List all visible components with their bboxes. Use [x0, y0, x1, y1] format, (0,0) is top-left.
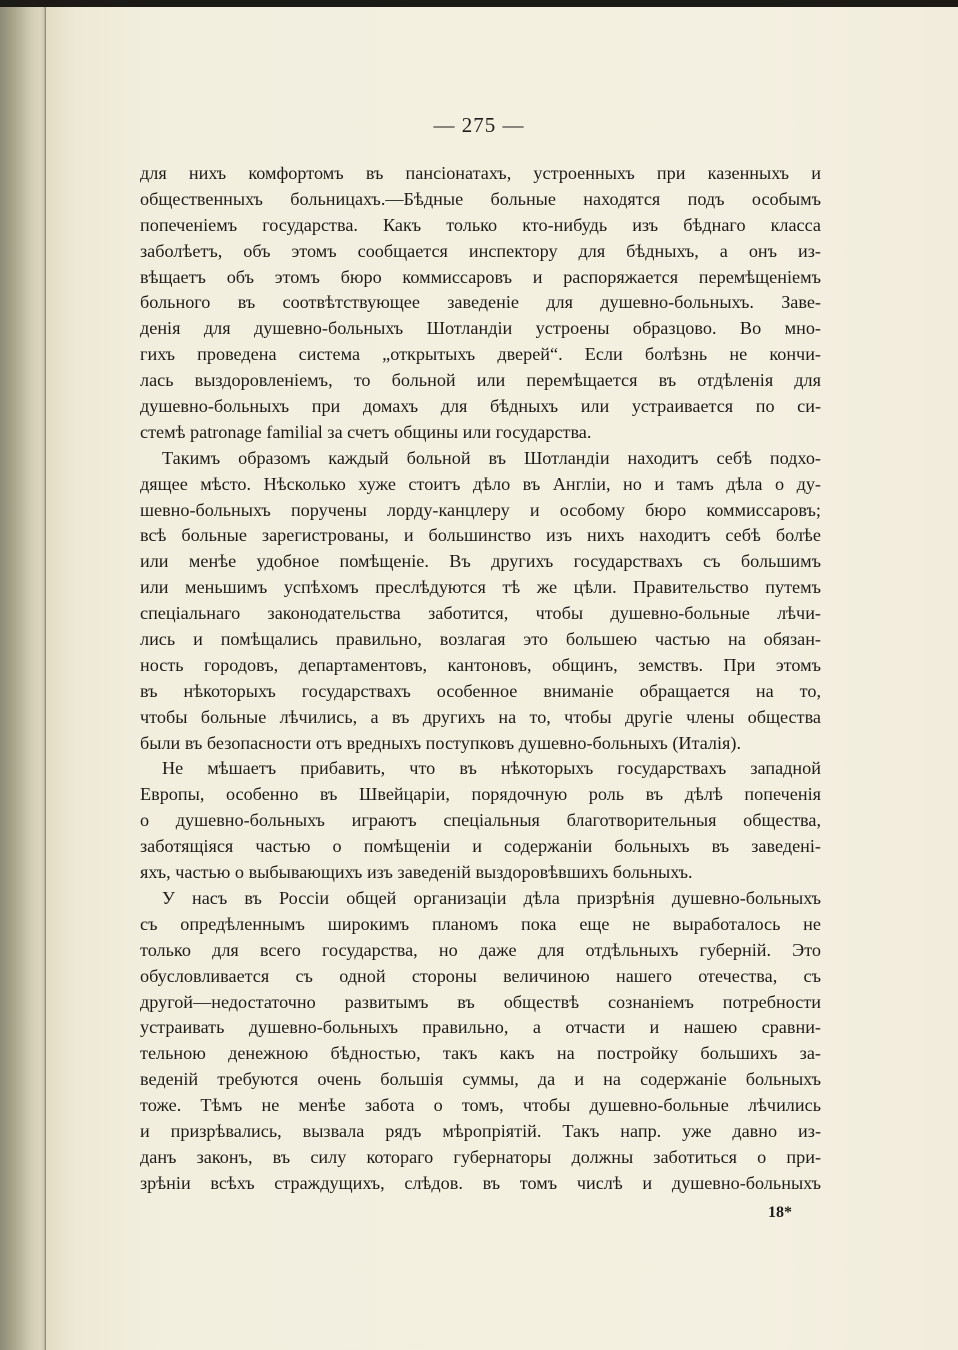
text-line: или менѣе удобное помѣщеніе. Въ другихъ государствахъ съ большимъ	[140, 551, 821, 572]
signature-mark: 18*	[768, 1204, 792, 1221]
text-line: были въ безопасности отъ вредныхъ поступковъ душевно-больныхъ (Италія).	[140, 732, 742, 753]
text-line: попеченіемъ государства. Какъ только кто-нибудь изъ бѣднаго класса	[140, 214, 821, 235]
text-line: яхъ, частью о выбывающихъ изъ заведеній выздоровѣвшихъ больныхъ.	[140, 862, 693, 883]
body-text	[140, 161, 821, 1197]
text-line: съ опредѣленнымъ широкимъ планомъ пока еще не выработалось не	[140, 913, 821, 934]
text-line: и призрѣвались, вызвала рядъ мѣропріятій. Такъ напр. уже давно из-	[140, 1120, 821, 1141]
text-line: или меньшимъ успѣхомъ преслѣдуются тѣ же цѣли. Правительство путемъ	[140, 577, 821, 598]
text-line: о душевно-больныхъ играютъ спеціальныя благотворительныя общества,	[140, 810, 821, 831]
text-line: вѣщаетъ объ этомъ бюро коммиссаровъ и распоряжается перемѣщеніемъ	[140, 266, 821, 287]
text-line: лись и помѣщались правильно, возлагая это большею частью на обязан-	[140, 629, 821, 650]
text-line: заботящіяся частью о помѣщеніи и содержаніи больныхъ въ заведені-	[140, 836, 821, 857]
text-line: только для всего государства, но даже для отдѣльныхъ губерній. Это	[140, 939, 821, 960]
text-line: тоже. Тѣмъ не менѣе забота о томъ, чтобы душевно-больные лѣчились	[140, 1095, 821, 1116]
scan-top-edge	[0, 0, 958, 7]
text-line: спеціальнаго законодательства заботится, чтобы душевно-больные лѣчи-	[140, 603, 821, 624]
text-line: для нихъ комфортомъ въ пансіонатахъ, устроенныхъ при казенныхъ и	[140, 163, 821, 183]
text-line: тельною денежною бѣдностью, такъ какъ на постройку большихъ за-	[140, 1043, 821, 1064]
text-line: другой—недостаточно развитымъ въ обществѣ сознаніемъ потребности	[140, 991, 821, 1012]
text-line: дящее мѣсто. Нѣсколько хуже стоитъ дѣло въ Англіи, но и тамъ дѣла о ду-	[140, 473, 821, 494]
book-gutter	[0, 7, 46, 1350]
text-line: заболѣетъ, объ этомъ сообщается инспектору для бѣдныхъ, а онъ из-	[140, 240, 821, 261]
text-line: устраивать душевно-больныхъ правильно, а отчасти и нашею сравни-	[140, 1017, 821, 1038]
text-line: Европы, особенно въ Швейцаріи, порядочную роль въ дѣлѣ попеченія	[140, 784, 821, 805]
text-line: веденій требуются очень большія суммы, да и на содержаніе больныхъ	[140, 1069, 821, 1090]
text-line: общественныхъ больницахъ.—Бѣдные больные находятся подъ особымъ	[140, 188, 821, 209]
text-line: зрѣніи всѣхъ страждущихъ, слѣдов. въ томъ числѣ и душевно-больныхъ	[140, 1172, 821, 1193]
text-line: душевно-больныхъ при домахъ для бѣдныхъ или устраивается по си-	[140, 396, 821, 417]
text-line: въ нѣкоторыхъ государствахъ особенное вниманіе обращается на то,	[140, 680, 821, 701]
text-line: денія для душевно-больныхъ Шотландіи устроены образцово. Во мно-	[140, 318, 821, 339]
text-line: чтобы больные лѣчились, а въ другихъ на то, чтобы другіе члены общества	[140, 706, 821, 727]
text-line: гихъ проведена система „открытыхъ дверей“. Если болѣзнь не кончи-	[140, 344, 821, 365]
text-line: стемѣ patronage familial за счетъ общины или государства.	[140, 421, 592, 442]
text-line: шевно-больныхъ поручены лорду-канцлеру и особому бюро коммиссаровъ;	[140, 499, 821, 520]
text-line: обусловливается съ одной стороны величиною нашего отечества, съ	[140, 965, 821, 986]
text-line: больного въ соотвѣтствующее заведеніе для душевно-больныхъ. Заве-	[140, 292, 821, 313]
text-line: ность городовъ, департаментовъ, кантоновъ, общинъ, земствъ. При этомъ	[140, 654, 821, 675]
page-number: — 275 —	[433, 113, 525, 137]
text-line: Такимъ образомъ каждый больной въ Шотландіи находитъ себѣ подхо-	[162, 447, 821, 468]
text-line: У насъ въ Россіи общей организаціи дѣла призрѣнія душевно-больныхъ	[162, 887, 821, 908]
text-line: всѣ больные зарегистрованы, и большинство изъ нихъ находитъ себѣ болѣе	[140, 525, 821, 546]
text-line: лась выздоровленіемъ, то больной или перемѣщается въ отдѣленія для	[140, 370, 821, 391]
text-line: Не мѣшаетъ прибавить, что въ нѣкоторыхъ государствахъ западной	[162, 758, 821, 779]
text-line: данъ законъ, въ силу котораго губернаторы должны заботиться о при-	[140, 1146, 821, 1167]
